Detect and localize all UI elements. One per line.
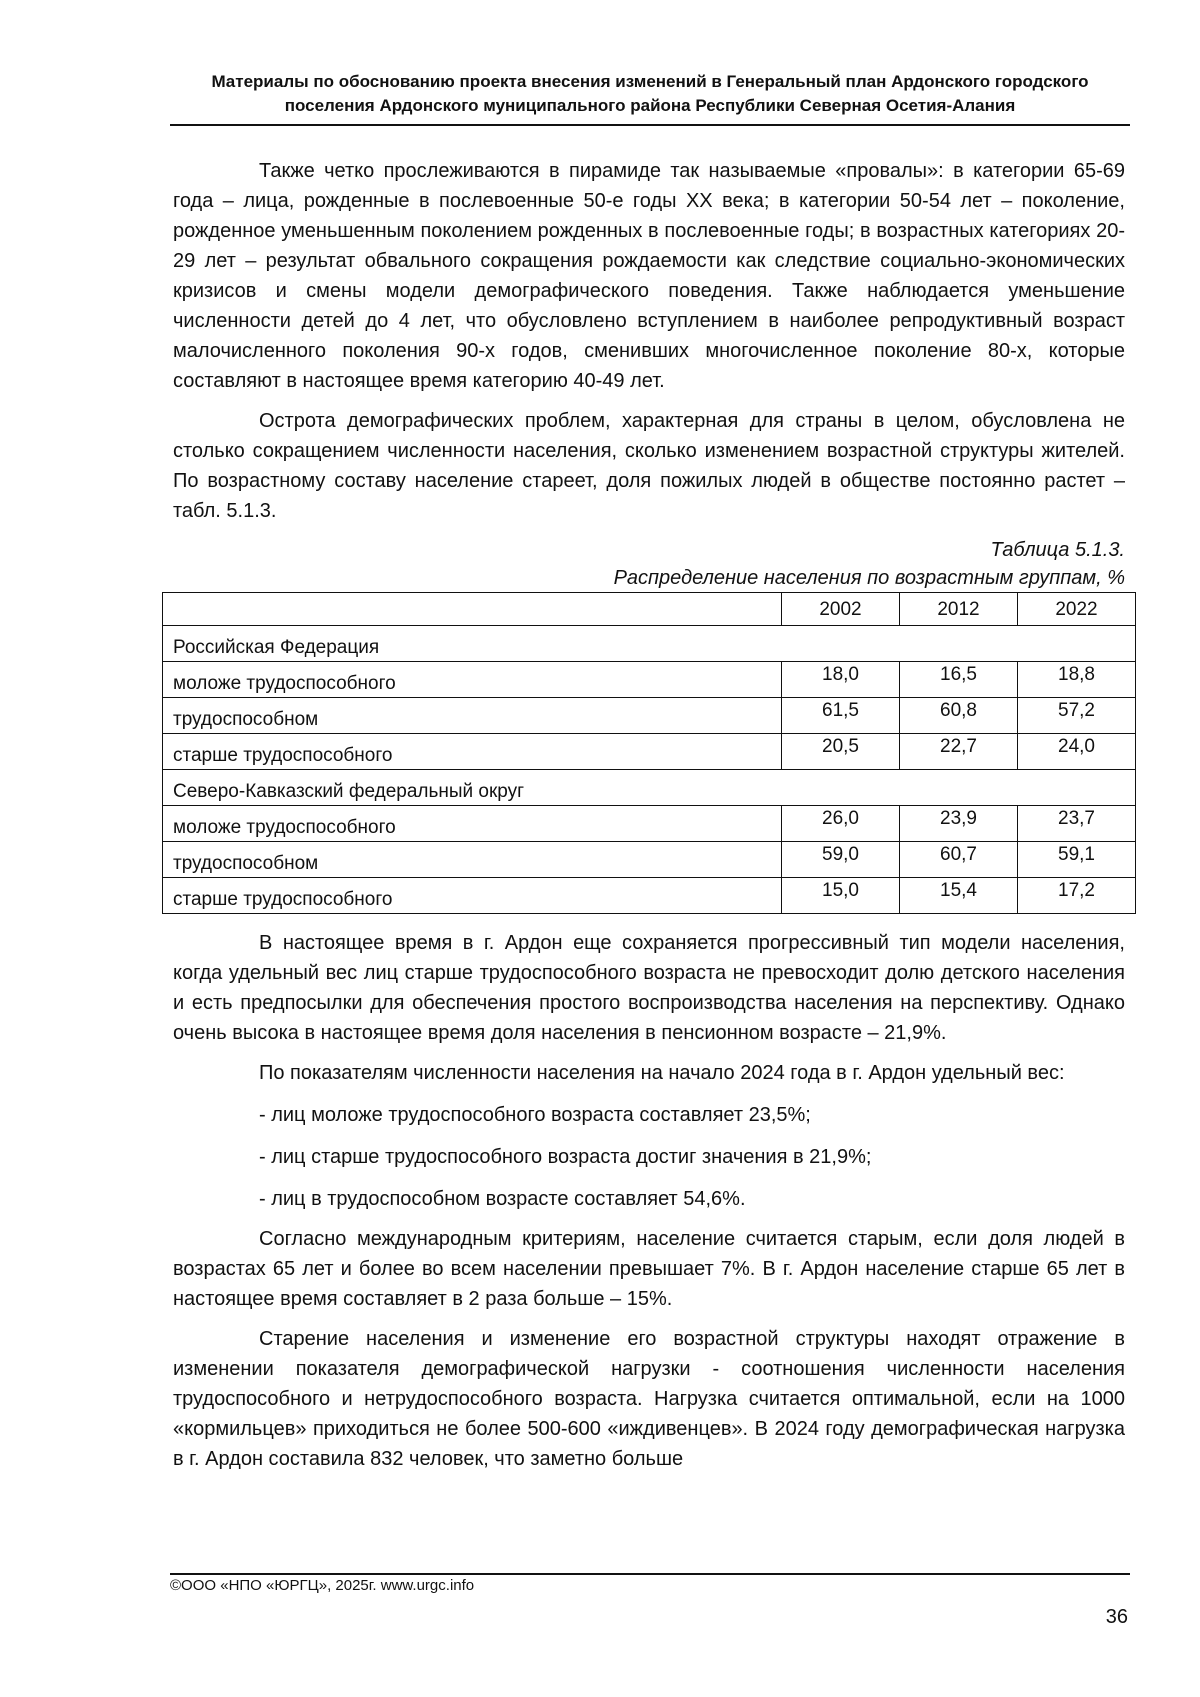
table-cell: 23,7 [1018,806,1136,842]
paragraph: Согласно международным критериям, население считается старым, если доля людей в возрастах 65 лет и более во всем населении превышает 7%. В г. Ардон население старше 65 лет в настоящее время составляет в 2 раза больше – 15%. [173,1228,1125,1310]
table-row-label: старше трудоспособного [163,734,782,770]
table-header-row [163,593,1136,626]
table-cell: 26,0 [782,806,900,842]
paragraph: В настоящее время в г. Ардон еще сохраняется прогрессивный тип модели населения, когда удельный вес лиц старше трудоспособного возраста не превосходит долю детского населения и есть предпосылки для обеспечения простого воспроизводства населения на перспективу. Однако очень высока в настоящее время доля населения в пенсионном возрасте – 21,9%. [173,932,1125,1044]
table-cell: 20,5 [782,734,900,770]
table-cell: 60,7 [900,842,1018,878]
table-section-title: Российская Федерация [163,626,1136,662]
paragraph: По показателям численности населения на начало 2024 года в г. Ардон удельный вес: [259,1062,1065,1084]
table-section-row [163,626,1136,662]
table-cell: 24,0 [1018,734,1136,770]
table-row-label: старше трудоспособного [163,878,782,914]
table-cell: 18,0 [782,662,900,698]
table-header-year: 2022 [1018,593,1136,626]
table-header-year: 2012 [900,593,1018,626]
table-caption [173,536,1125,592]
table-row [163,662,1136,698]
page-body [173,156,1125,1474]
table-row [163,806,1136,842]
table-cell: 23,9 [900,806,1018,842]
table-row [163,842,1136,878]
table-cell: 22,7 [900,734,1018,770]
table-header-year: 2002 [782,593,900,626]
table-number: Таблица 5.1.3. [990,539,1125,561]
table-header-empty [163,593,782,626]
table-cell: 15,0 [782,878,900,914]
footer-copyright: ©ООО «НПО «ЮРГЦ», 2025г. www.urgc.info [170,1577,475,1594]
table-cell: 59,1 [1018,842,1136,878]
paragraph: Старение населения и изменение его возрастной структуры находят отражение в изменении показателя демографической нагрузки - соотношения численности населения трудоспособного и нетрудоспособного возраста. Нагрузка считается оптимальной, если на 1000 «кормильцев» приходиться не более 500-600 «иждивенцев». В 2024 году демографическая нагрузка в г. Ардон составила 832 человек, что заметно больше [173,1328,1125,1470]
table-section-row [163,770,1136,806]
document-header [170,70,1130,118]
paragraph: Также четко прослеживаются в пирамиде так называемые «провалы»: в категории 65-69 года – лица, рожденные в послевоенные 50-е годы XX века; в категории 50-54 лет – поколение, рожденное уменьшенным поколением рожденных в послевоенные годы; в возрастных категориях 20-29 лет – результат обвального сокращения рождаемости как следствие социально-экономических кризисов и смены модели демографического поведения. Также наблюдается уменьшение численности детей до 4 лет, что обусловлено вступлением в наиболее репродуктивный возраст малочисленного поколения 90-х годов, сменивших многочисленное поколение 80-х, которые составляют в настоящее время категорию 40-49 лет. [173,160,1125,392]
table-row-label: моложе трудоспособного [163,662,782,698]
page-number: 36 [1105,1606,1128,1628]
header-line-2: поселения Ардонского муниципального района Республики Северная Осетия-Алания [284,96,1016,115]
table-cell: 59,0 [782,842,900,878]
age-distribution-table [162,592,1136,914]
header-line-1: Материалы по обоснованию проекта внесения изменений в Генеральный план Ардонского городского [211,72,1089,91]
list-item: - лиц в трудоспособном возрасте составляет 54,6%. [259,1188,746,1210]
table-cell: 15,4 [900,878,1018,914]
list-item: - лиц моложе трудоспособного возраста составляет 23,5%; [259,1104,811,1126]
table-row-label: трудоспособном [163,842,782,878]
table-title: Распределение населения по возрастным группам, % [613,567,1125,589]
list-item: - лиц старше трудоспособного возраста достиг значения в 21,9%; [259,1146,872,1168]
table-row [163,878,1136,914]
table-row [163,698,1136,734]
paragraph: Острота демографических проблем, характерная для страны в целом, обусловлена не столько сокращением численности населения, сколько изменением возрастной структуры жителей. По возрастному составу население стареет, доля пожилых людей в обществе постоянно растет – табл. 5.1.3. [173,410,1125,522]
table-row-label: моложе трудоспособного [163,806,782,842]
table-cell: 16,5 [900,662,1018,698]
footer-divider [170,1573,1130,1575]
header-divider [170,124,1130,126]
table-cell: 18,8 [1018,662,1136,698]
table-cell: 17,2 [1018,878,1136,914]
table-cell: 57,2 [1018,698,1136,734]
table-cell: 61,5 [782,698,900,734]
table-row-label: трудоспособном [163,698,782,734]
table-cell: 60,8 [900,698,1018,734]
table-row [163,734,1136,770]
table-section-title: Северо-Кавказский федеральный округ [163,770,1136,806]
